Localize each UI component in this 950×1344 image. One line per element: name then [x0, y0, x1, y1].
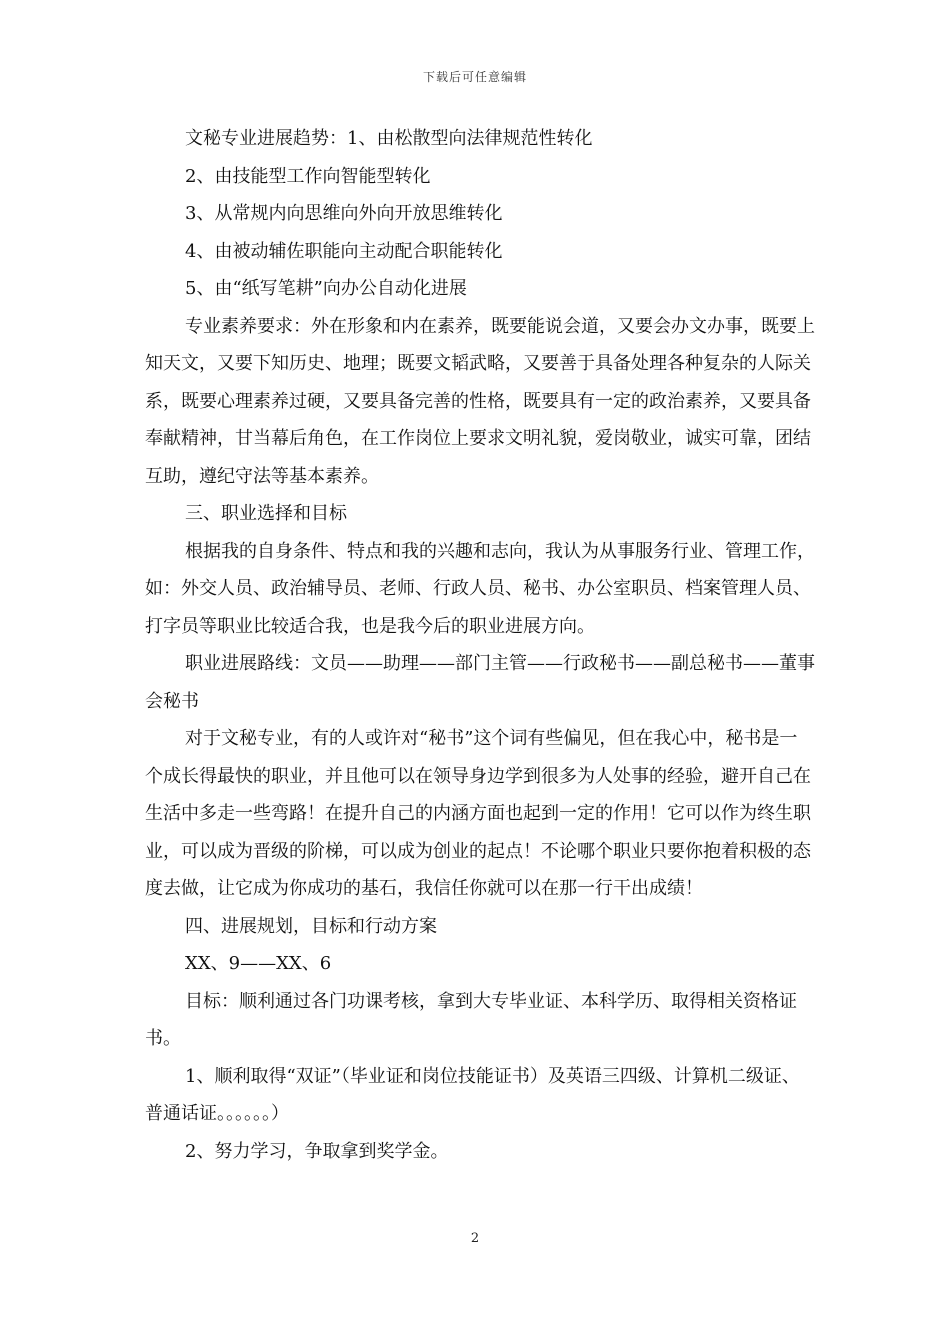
page-header: 下载后可任意编辑	[422, 70, 527, 84]
page-number: 2	[470, 1231, 480, 1246]
paragraph-quality-requirements: 专业素养要求：外在形象和内在素养，既要能说会道，又要会办文办事，既要上知天文，又要下知历史、地理；既要文韬武略，又要善于具备处理各种复杂的人际关系，既要心理素养过硬，又要具备完善的性格，既要具有一定的政治素养，又要具备奉献精神，甘当幕后角色，在工作岗位上要求文明礼貌，爱岗敬业，诚实可靠，团结互助，遵纪守法等基本素养。	[145, 315, 815, 487]
section-heading-career-choice: 三、职业选择和目标	[185, 503, 347, 524]
section-heading-plan: 四、进展规划，目标和行动方案	[185, 915, 437, 937]
paragraph-trend-4: 4、由被动辅佐职能向主动配合职能转化	[185, 240, 503, 262]
document-body	[145, 120, 815, 1170]
paragraph-goal: 目标：顺利通过各门功课考核，拿到大专毕业证、本科学历、取得相关资格证书。	[145, 990, 797, 1049]
paragraph-career-path: 职业进展路线：文员——助理——部门主管——行政秘书——副总秘书——董事会秘书	[145, 653, 815, 712]
paragraph-goal-item-2: 2、努力学习，争取拿到奖学金。	[185, 1140, 449, 1162]
paragraph-trend-5: 5、由“纸写笔耕”向办公自动化进展	[185, 278, 467, 299]
paragraph-trend-3: 3、从常规内向思维向外向开放思维转化	[185, 203, 503, 224]
plan-period: XX、9——XX、6	[185, 953, 332, 974]
paragraph-trend-2: 2、由技能型工作向智能型转化	[185, 165, 431, 187]
paragraph-goal-item-1: 1、顺利取得“双证”（毕业证和岗位技能证书）及英语三四级、计算机二级证、普通话证。。。。。。）	[145, 1065, 800, 1124]
paragraph-secretary-view: 对于文秘专业，有的人或许对“秘书”这个词有些偏见，但在我心中，秘书是一个成长得最快的职业，并且他可以在领导身边学到很多为人处事的经验，避开自己在生活中多走一些弯路！在提升自己的内涵方面也起到一定的作用！它可以作为终生职业，可以成为晋级的阶梯，可以成为创业的起点！不论哪个职业只要你抱着积极的态度去做，让它成为你成功的基石，我信任你就可以在那一行干出成绩！	[145, 728, 811, 899]
paragraph-trend-1: 文秘专业进展趋势：1、由松散型向法律规范性转化	[185, 128, 593, 149]
paragraph-career-choice: 根据我的自身条件、特点和我的兴趣和志向，我认为从事服务行业、管理工作，如：外交人员、政治辅导员、老师、行政人员、秘书、办公室职员、档案管理人员、打字员等职业比较适合我，也是我今后的职业进展方向。	[145, 540, 815, 637]
